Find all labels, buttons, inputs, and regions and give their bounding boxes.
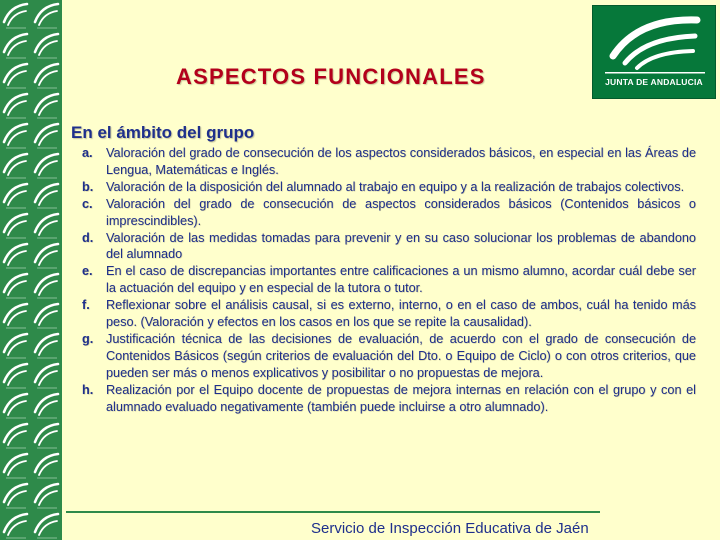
- list-item-text: Reflexionar sobre el análisis causal, si es externo, interno, o en el caso de ambos, cuál ha tenido más peso. (Valoración y efectos en los casos en los que se repite la causalidad).: [106, 298, 696, 330]
- junta-andalucia-logo: [592, 5, 716, 99]
- list-item-text: Valoración del grado de consecución de los aspectos considerados básicos, en especial en las Áreas de Lengua, Matemáticas e Inglés.: [106, 146, 696, 177]
- list-item-marker: d.: [82, 230, 94, 245]
- list-item-marker: g.: [82, 331, 94, 346]
- arch-pattern-icon: [0, 0, 62, 540]
- list-item: [82, 145, 696, 179]
- list-item-marker: f.: [82, 298, 90, 313]
- list-item-text: Justificación técnica de las decisiones de evaluación, de acuerdo con el grado de consecución de Contenidos Básicos (según criterios de evaluación del Dto. o Equipo de Ciclo) o con otros criterios, que pueden ser más o menos explicativos y posibilitar o no propuestas de mejora.: [106, 331, 696, 380]
- list-item-marker: e.: [82, 264, 93, 279]
- slide-title: ASPECTOS FUNCIONALES: [176, 64, 486, 89]
- list-item-marker: b.: [82, 179, 94, 194]
- criteria-list: [82, 145, 696, 416]
- slide-subtitle: En el ámbito del grupo: [71, 123, 255, 142]
- decorative-left-band: [0, 0, 62, 540]
- list-item: [82, 230, 696, 264]
- list-item-text: Realización por el Equipo docente de propuestas de mejora internas en relación con el grupo y con el alumnado evaluado negativamente (también puede incluirse a otro alumnado).: [106, 382, 696, 414]
- list-item-marker: c.: [82, 196, 93, 211]
- list-item-marker: a.: [82, 146, 93, 160]
- footer-text: Servicio de Inspección Educativa de Jaén: [311, 520, 589, 537]
- list-item-text: En el caso de discrepancias importantes entre calificaciones a un mismo alumno, acordar cuál debe ser la actuación del equipo y en especial de la tutora o tutor.: [106, 264, 696, 296]
- list-item-text: Valoración de la disposición del alumnado al trabajo en equipo y a la realización de trabajos colectivos.: [106, 179, 685, 194]
- list-item-text: Valoración del grado de consecución de aspectos considerados básicos (Contenidos básicos o imprescindibles).: [106, 196, 696, 228]
- list-item: [82, 196, 696, 230]
- footer-divider: [66, 511, 600, 513]
- list-item: [82, 263, 696, 297]
- list-item: [82, 331, 696, 382]
- list-item: [82, 179, 696, 196]
- list-item-marker: h.: [82, 382, 94, 397]
- list-item: [82, 297, 696, 331]
- logo-text: JUNTA DE ANDALUCIA: [605, 77, 703, 87]
- list-item-text: Valoración de las medidas tomadas para prevenir y en su caso solucionar los problemas de abandono del alumnado: [106, 230, 696, 262]
- list-item: [82, 382, 696, 416]
